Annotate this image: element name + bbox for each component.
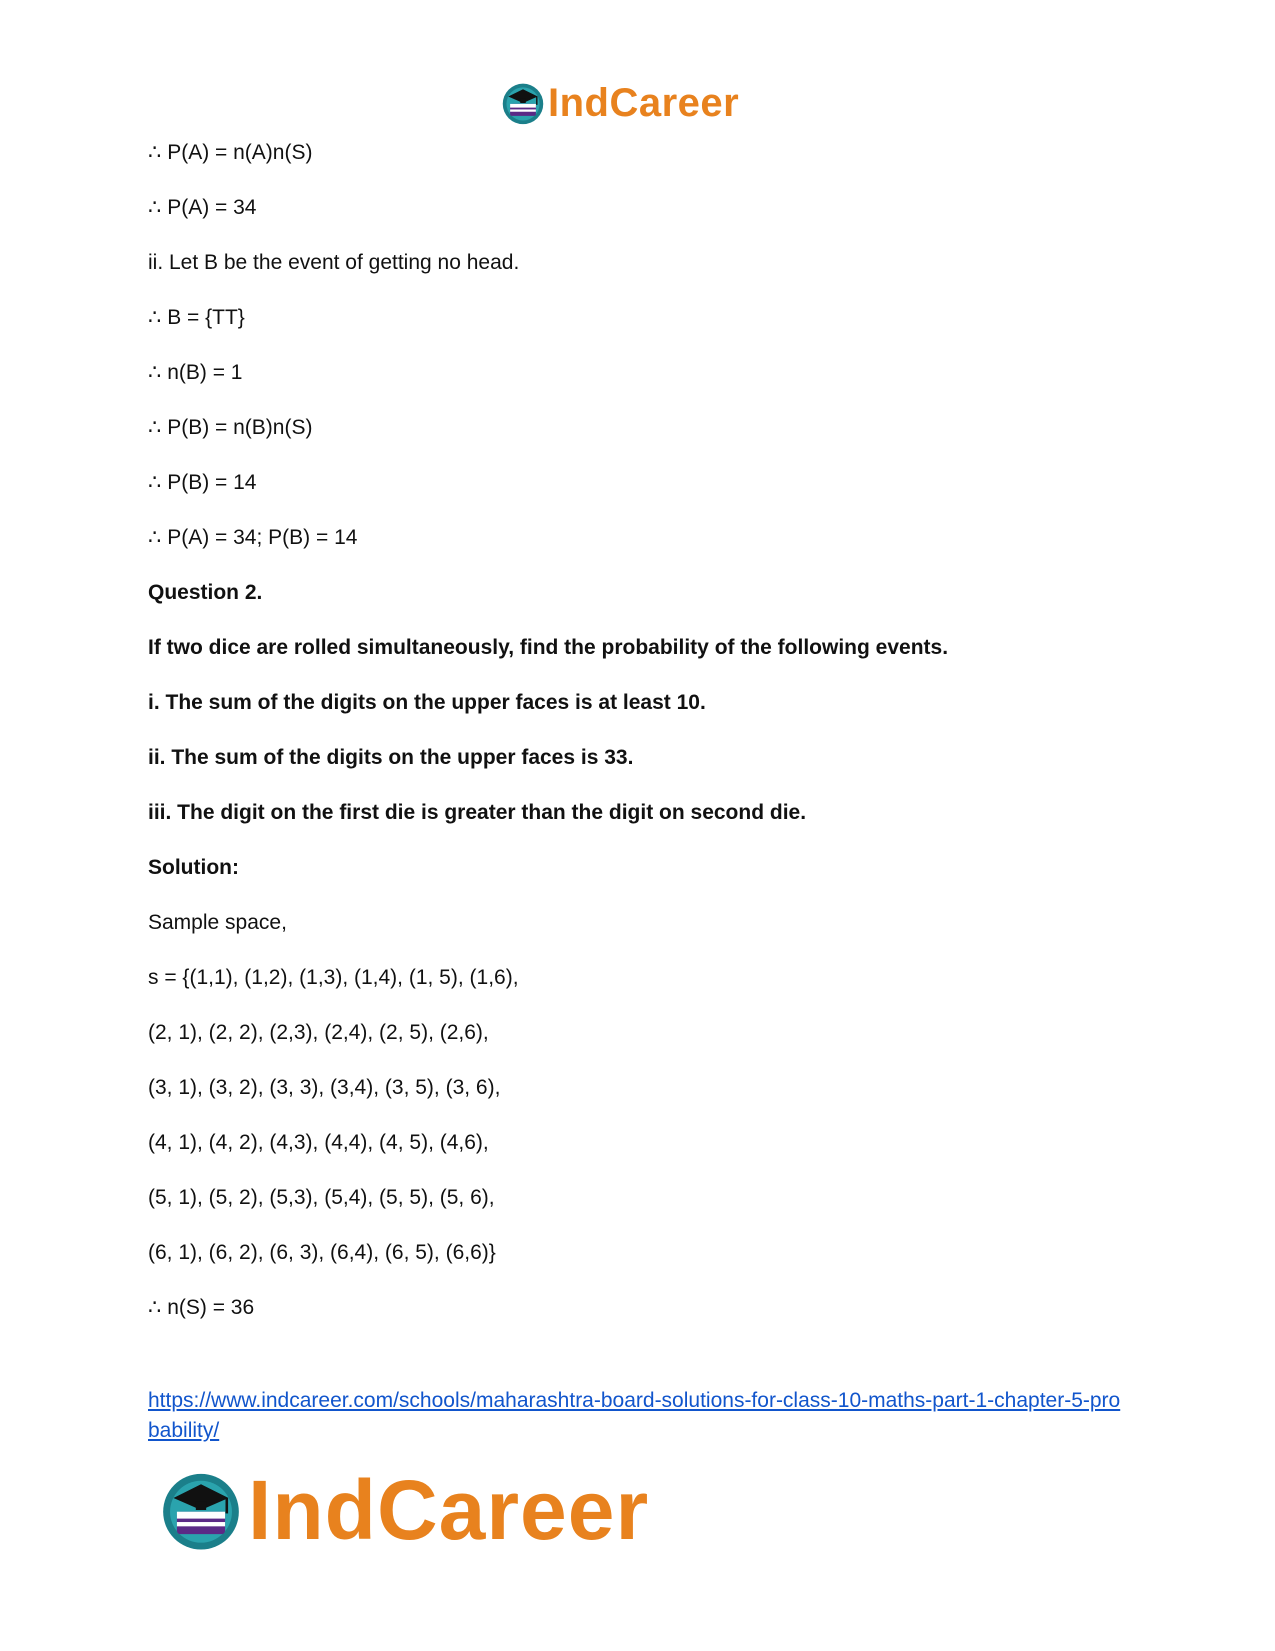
- question-text-line: i. The sum of the digits on the upper faces is at least 10.: [148, 691, 706, 714]
- brand-wordmark: IndCareer: [248, 1463, 650, 1557]
- solution-text-line: ∴ P(B) = 14: [148, 471, 257, 494]
- solution-text-line: ∴ P(B) = n(B)n(S): [148, 416, 313, 439]
- brand-wordmark: IndCareer: [548, 81, 740, 125]
- solution-text-line: Sample space,: [148, 911, 287, 934]
- question-text-line: ii. The sum of the digits on the upper faces is 33.: [148, 746, 634, 769]
- solution-text-line: (6, 1), (6, 2), (6, 3), (6,4), (6, 5), (6,6)}: [148, 1241, 496, 1264]
- solution-text-line: ∴ P(A) = 34: [148, 196, 257, 219]
- footer-logo: [158, 1460, 718, 1560]
- solution-text-line: ii. Let B be the event of getting no head.: [148, 251, 520, 274]
- question-text-line: Solution:: [148, 856, 239, 879]
- question-text-line: Question 2.: [148, 581, 263, 604]
- solution-text-line: ∴ P(A) = n(A)n(S): [148, 141, 313, 164]
- question-text-line: iii. The digit on the first die is greater than the digit on second die.: [148, 801, 807, 824]
- source-link-block: [148, 1386, 1128, 1446]
- solution-text-line: (3, 1), (3, 2), (3, 3), (3,4), (3, 5), (3, 6),: [148, 1076, 501, 1099]
- solution-text-line: ∴ n(S) = 36: [148, 1296, 255, 1319]
- solution-text-line: (4, 1), (4, 2), (4,3), (4,4), (4, 5), (4,6),: [148, 1131, 489, 1154]
- source-link[interactable]: https://www.indcareer.com/schools/maharashtra-board-solutions-for-class-10-maths-part-1-chapter-5-probability/: [148, 1389, 1121, 1442]
- solution-text-line: (5, 1), (5, 2), (5,3), (5,4), (5, 5), (5, 6),: [148, 1186, 495, 1209]
- graduation-book-icon: [158, 1467, 244, 1553]
- solution-text-line: ∴ B = {TT}: [148, 306, 245, 329]
- solution-text-line: (2, 1), (2, 2), (2,3), (2,4), (2, 5), (2,6),: [148, 1021, 489, 1044]
- document-body: [148, 140, 1128, 1350]
- graduation-book-icon: [500, 80, 546, 126]
- header-logo: [500, 78, 780, 128]
- solution-text-line: s = {(1,1), (1,2), (1,3), (1,4), (1, 5), (1,6),: [148, 966, 519, 989]
- question-text-line: If two dice are rolled simultaneously, find the probability of the following events.: [148, 636, 949, 659]
- solution-text-line: ∴ n(B) = 1: [148, 361, 243, 384]
- solution-text-line: ∴ P(A) = 34; P(B) = 14: [148, 526, 358, 549]
